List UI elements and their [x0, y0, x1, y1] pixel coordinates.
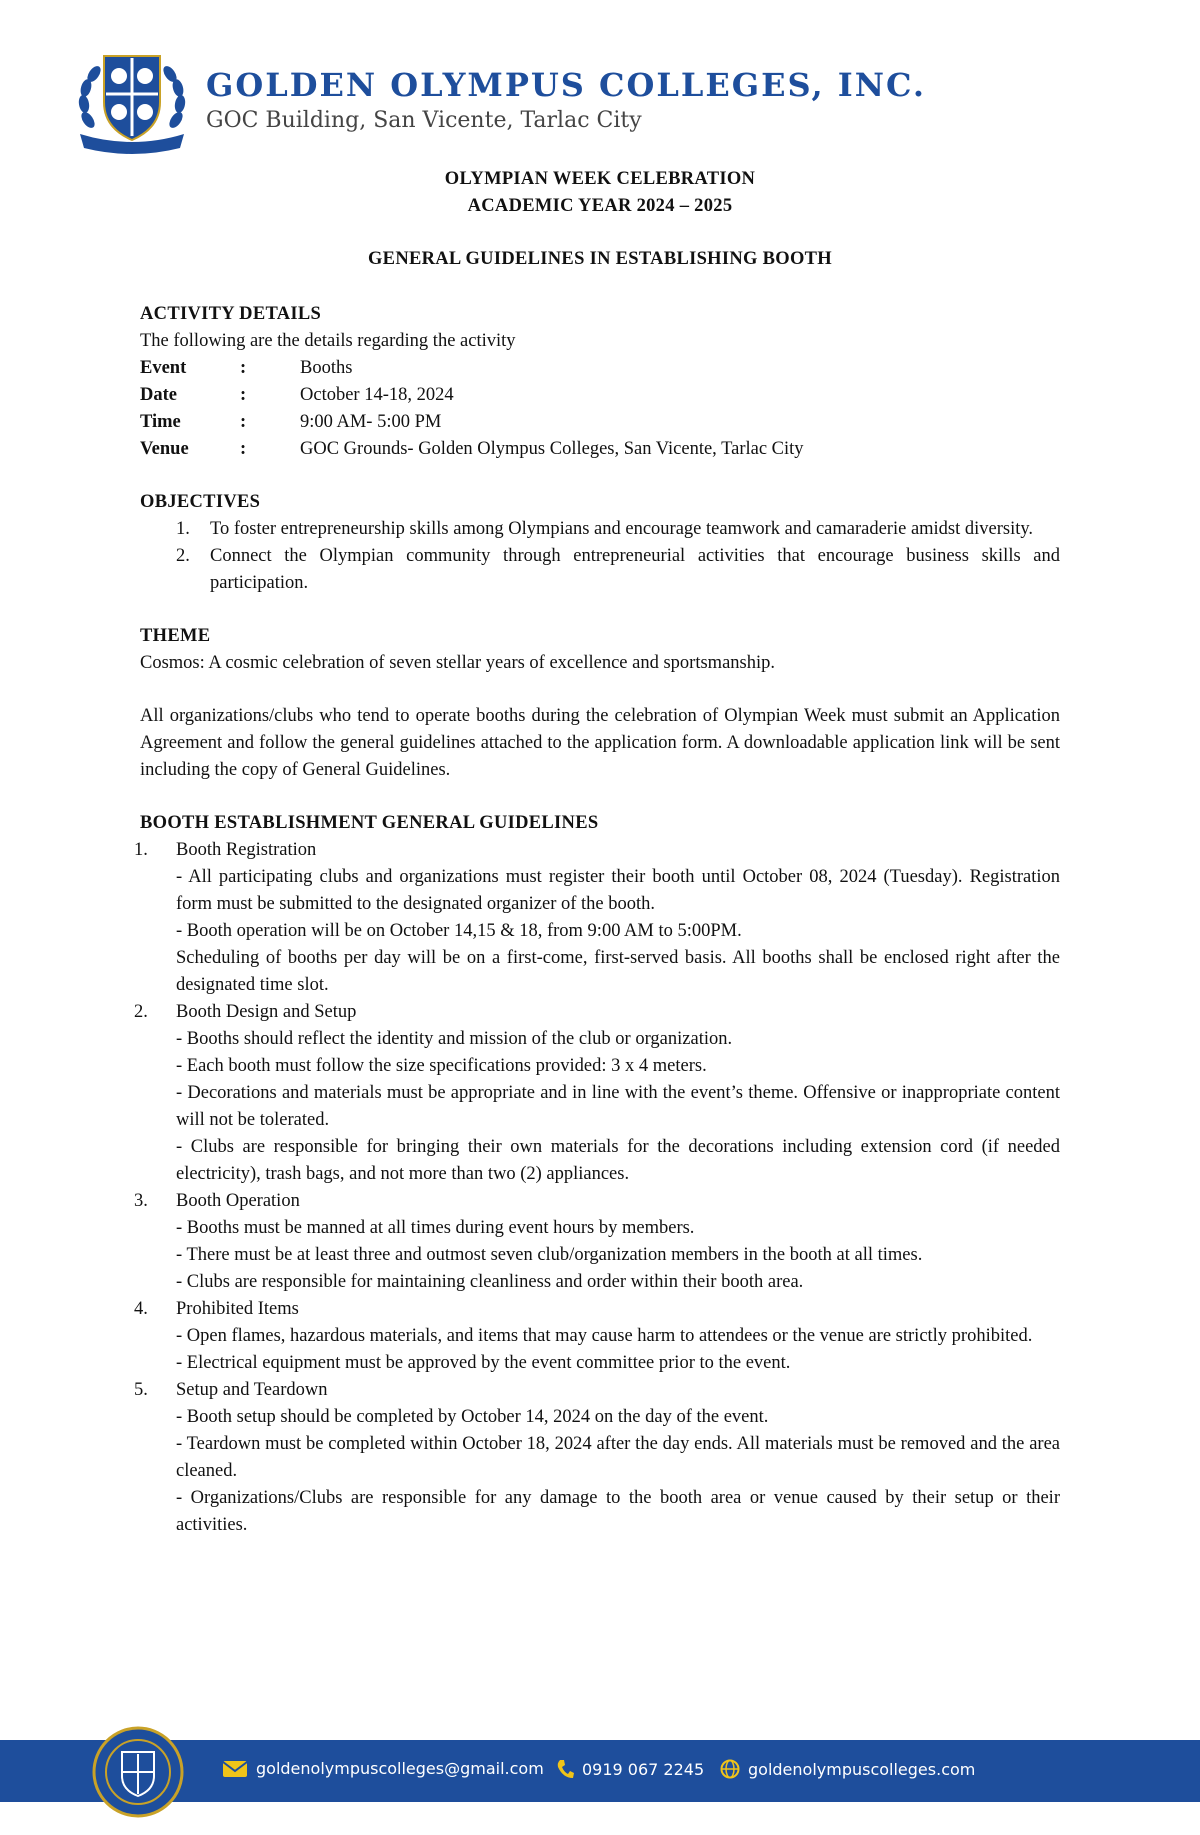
footer-email-text: goldenolympuscolleges@gmail.com — [256, 1759, 544, 1778]
detail-value: Booths — [300, 358, 353, 378]
guideline-title: Prohibited Items — [176, 1299, 299, 1319]
guideline-line: - There must be at least three and outmost seven club/organization members in the booth at all times. — [176, 1245, 923, 1265]
letterhead — [74, 50, 1134, 160]
guideline-item-operation — [134, 1188, 1060, 1296]
detail-row-venue — [140, 436, 1060, 463]
guideline-number: 3. — [134, 1191, 148, 1211]
detail-colon: : — [240, 358, 247, 378]
guideline-title: Setup and Teardown — [176, 1380, 328, 1400]
guideline-line: - Teardown must be completed within October 18, 2024 after the day ends. All materials must be removed and the area cleaned. — [176, 1434, 1060, 1481]
guideline-number: 2. — [134, 1002, 148, 1022]
objective-number: 2. — [176, 546, 190, 566]
guidelines-section — [134, 810, 1060, 1539]
guidelines-heading: BOOTH ESTABLISHMENT GENERAL GUIDELINES — [140, 813, 599, 833]
organization-name: GOLDEN OLYMPUS COLLEGES, INC. — [206, 66, 927, 104]
objective-item — [140, 516, 1060, 543]
footer-phone[interactable] — [556, 1759, 704, 1779]
detail-row-time — [140, 409, 1060, 436]
activity-details-heading: ACTIVITY DETAILS — [140, 304, 322, 324]
objective-text: To foster entrepreneurship skills among Olympians and encourage teamwork and camaraderie amidst diversity. — [210, 519, 1034, 539]
theme-text: Cosmos: A cosmic celebration of seven stellar years of excellence and sportsmanship. — [140, 653, 775, 673]
guideline-line: - All participating clubs and organizations must register their booth until October 08, 2024 (Tuesday). Registration form must be submitted to the designated organizer of the booth. — [176, 867, 1060, 914]
theme-heading: THEME — [140, 626, 211, 646]
guideline-title: Booth Registration — [176, 840, 317, 860]
guideline-title: Booth Operation — [176, 1191, 300, 1211]
detail-value: GOC Grounds- Golden Olympus Colleges, San Vicente, Tarlac City — [300, 439, 804, 459]
objective-item — [140, 543, 1060, 597]
guideline-item-design — [134, 999, 1060, 1188]
detail-colon: : — [240, 412, 247, 432]
guideline-line: - Booth setup should be completed by October 14, 2024 on the day of the event. — [176, 1407, 769, 1427]
guideline-line: - Decorations and materials must be appropriate and in line with the event’s theme. Offensive or inappropriate content will not be tolerated. — [176, 1083, 1060, 1130]
guideline-line: - Booth operation will be on October 14,15 & 18, from 9:00 AM to 5:00PM. — [176, 921, 742, 941]
college-seal-icon — [92, 1726, 184, 1818]
guideline-number: 5. — [134, 1380, 148, 1400]
guideline-line: - Each booth must follow the size specifications provided: 3 x 4 meters. — [176, 1056, 707, 1076]
detail-label: Time — [140, 412, 181, 432]
detail-label: Event — [140, 358, 187, 378]
guideline-line: - Booths must be manned at all times during event hours by members. — [176, 1218, 695, 1238]
guideline-title: Booth Design and Setup — [176, 1002, 357, 1022]
detail-label: Date — [140, 385, 177, 405]
guideline-line: - Open flames, hazardous materials, and items that may cause harm to attendees or the venue are strictly prohibited. — [176, 1326, 1033, 1346]
guideline-item-prohibited — [134, 1296, 1060, 1377]
guideline-line: - Organizations/Clubs are responsible for any damage to the booth area or venue caused by their setup or their activities. — [176, 1488, 1060, 1535]
academic-year-title: ACADEMIC YEAR 2024 – 2025 — [467, 196, 733, 216]
guideline-line: Scheduling of booths per day will be on a first-come, first-served basis. All booths shall be enclosed right after the designated time slot. — [176, 948, 1060, 995]
college-crest-logo — [74, 50, 190, 156]
detail-colon: : — [240, 439, 247, 459]
application-notice: All organizations/clubs who tend to operate booths during the celebration of Olympian Week must submit an Application Agreement and follow the general guidelines attached to the application form. A downloadable application link will be sent including the copy of General Guidelines. — [140, 706, 1060, 780]
activity-intro: The following are the details regarding the activity — [140, 331, 516, 351]
guideline-item-setup-teardown — [134, 1377, 1060, 1539]
footer-email[interactable] — [222, 1759, 544, 1778]
guideline-item-registration — [134, 837, 1060, 999]
theme-section — [140, 623, 1060, 677]
guideline-number: 1. — [134, 840, 148, 860]
guideline-line: - Electrical equipment must be approved by the event committee prior to the event. — [176, 1353, 791, 1373]
guideline-line: - Booths should reflect the identity and mission of the club or organization. — [176, 1029, 733, 1049]
objective-text: Connect the Olympian community through entrepreneurial activities that encourage business skills and participation. — [210, 546, 1060, 593]
footer-phone-text: 0919 067 2245 — [582, 1759, 705, 1779]
globe-icon — [720, 1759, 740, 1779]
detail-colon: : — [240, 385, 247, 405]
objectives-section — [140, 489, 1060, 597]
footer-website[interactable] — [720, 1759, 975, 1779]
activity-details-section — [140, 301, 1060, 463]
guideline-line: - Clubs are responsible for maintaining cleanliness and order within their booth area. — [176, 1272, 804, 1292]
detail-value: October 14-18, 2024 — [300, 385, 454, 405]
footer-website-text: goldenolympuscolleges.com — [748, 1759, 976, 1779]
detail-value: 9:00 AM- 5:00 PM — [300, 412, 442, 432]
detail-row-date — [140, 382, 1060, 409]
event-title: OLYMPIAN WEEK CELEBRATION — [444, 169, 756, 189]
guideline-number: 4. — [134, 1299, 148, 1319]
objective-number: 1. — [176, 519, 190, 539]
guidelines-title: GENERAL GUIDELINES IN ESTABLISHING BOOTH — [367, 249, 832, 269]
organization-address: GOC Building, San Vicente, Tarlac City — [206, 108, 642, 133]
detail-label: Venue — [140, 439, 189, 459]
guideline-line: - Clubs are responsible for bringing their own materials for the decorations including extension cord (if needed electricity), trash bags, and not more than two (2) appliances. — [176, 1137, 1060, 1184]
document-body — [134, 166, 1060, 1539]
objectives-heading: OBJECTIVES — [140, 492, 261, 512]
detail-row-event — [140, 355, 1060, 382]
envelope-icon — [222, 1760, 248, 1778]
phone-icon — [556, 1759, 574, 1779]
